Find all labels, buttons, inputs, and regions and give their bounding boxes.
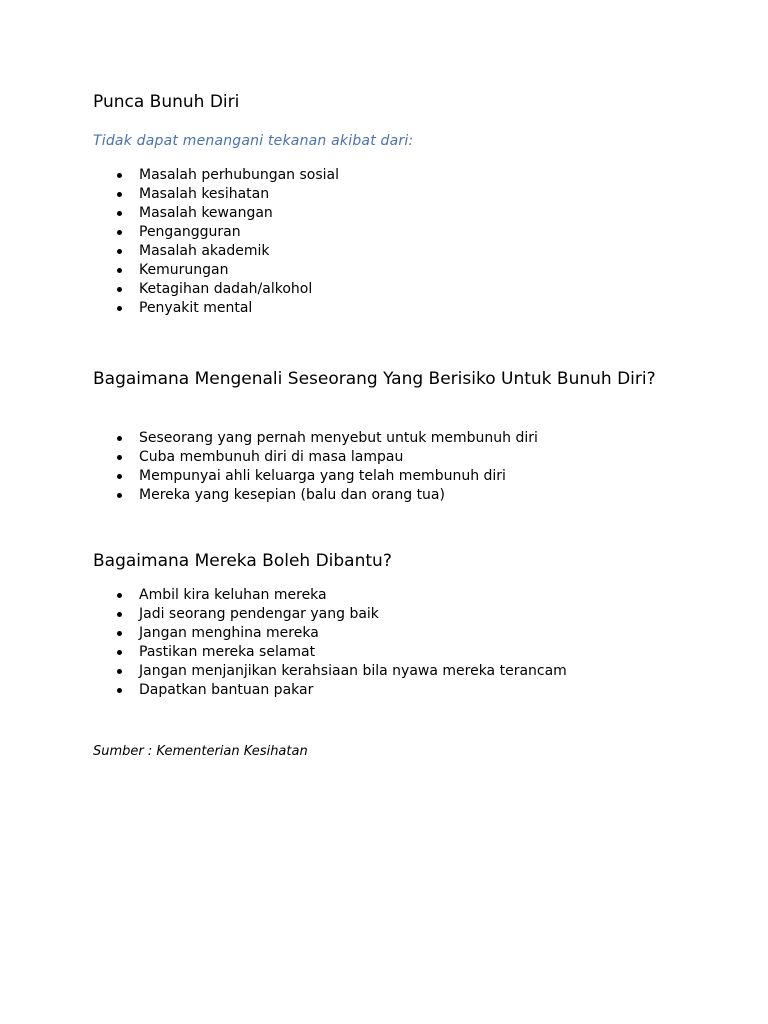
list-item: Jadi seorang pendengar yang baik	[93, 605, 567, 624]
list-item: Pastikan mereka selamat	[93, 643, 567, 662]
list-item: Cuba membunuh diri di masa lampau	[93, 448, 538, 467]
section-intro-punca: Tidak dapat menangani tekanan akibat dari:	[93, 133, 414, 149]
list-item: Dapatkan bantuan pakar	[93, 681, 567, 700]
list-item: Mempunyai ahli keluarga yang telah membunuh diri	[93, 467, 538, 486]
list-item: Mereka yang kesepian (balu dan orang tua)	[93, 486, 538, 505]
risk-signs-list	[93, 429, 538, 505]
list-item: Kemurungan	[93, 261, 339, 280]
section-title-punca: Punca Bunuh Diri	[93, 92, 240, 112]
list-item: Masalah akademik	[93, 242, 339, 261]
list-item: Masalah kesihatan	[93, 185, 339, 204]
list-item: Jangan menjanjikan kerahsiaan bila nyawa mereka terancam	[93, 662, 567, 681]
causes-list	[93, 166, 339, 318]
list-item: Jangan menghina mereka	[93, 624, 567, 643]
list-item: Penyakit mental	[93, 299, 339, 318]
list-item: Masalah perhubungan sosial	[93, 166, 339, 185]
list-item: Masalah kewangan	[93, 204, 339, 223]
section-title-mengenali: Bagaimana Mengenali Seseorang Yang Berisiko Untuk Bunuh Diri?	[93, 369, 656, 389]
section-title-dibantu: Bagaimana Mereka Boleh Dibantu?	[93, 551, 392, 571]
help-list	[93, 586, 567, 700]
list-item: Pengangguran	[93, 223, 339, 242]
list-item: Seseorang yang pernah menyebut untuk membunuh diri	[93, 429, 538, 448]
source-note: Sumber : Kementerian Kesihatan	[93, 744, 308, 759]
list-item: Ambil kira keluhan mereka	[93, 586, 567, 605]
list-item: Ketagihan dadah/alkohol	[93, 280, 339, 299]
